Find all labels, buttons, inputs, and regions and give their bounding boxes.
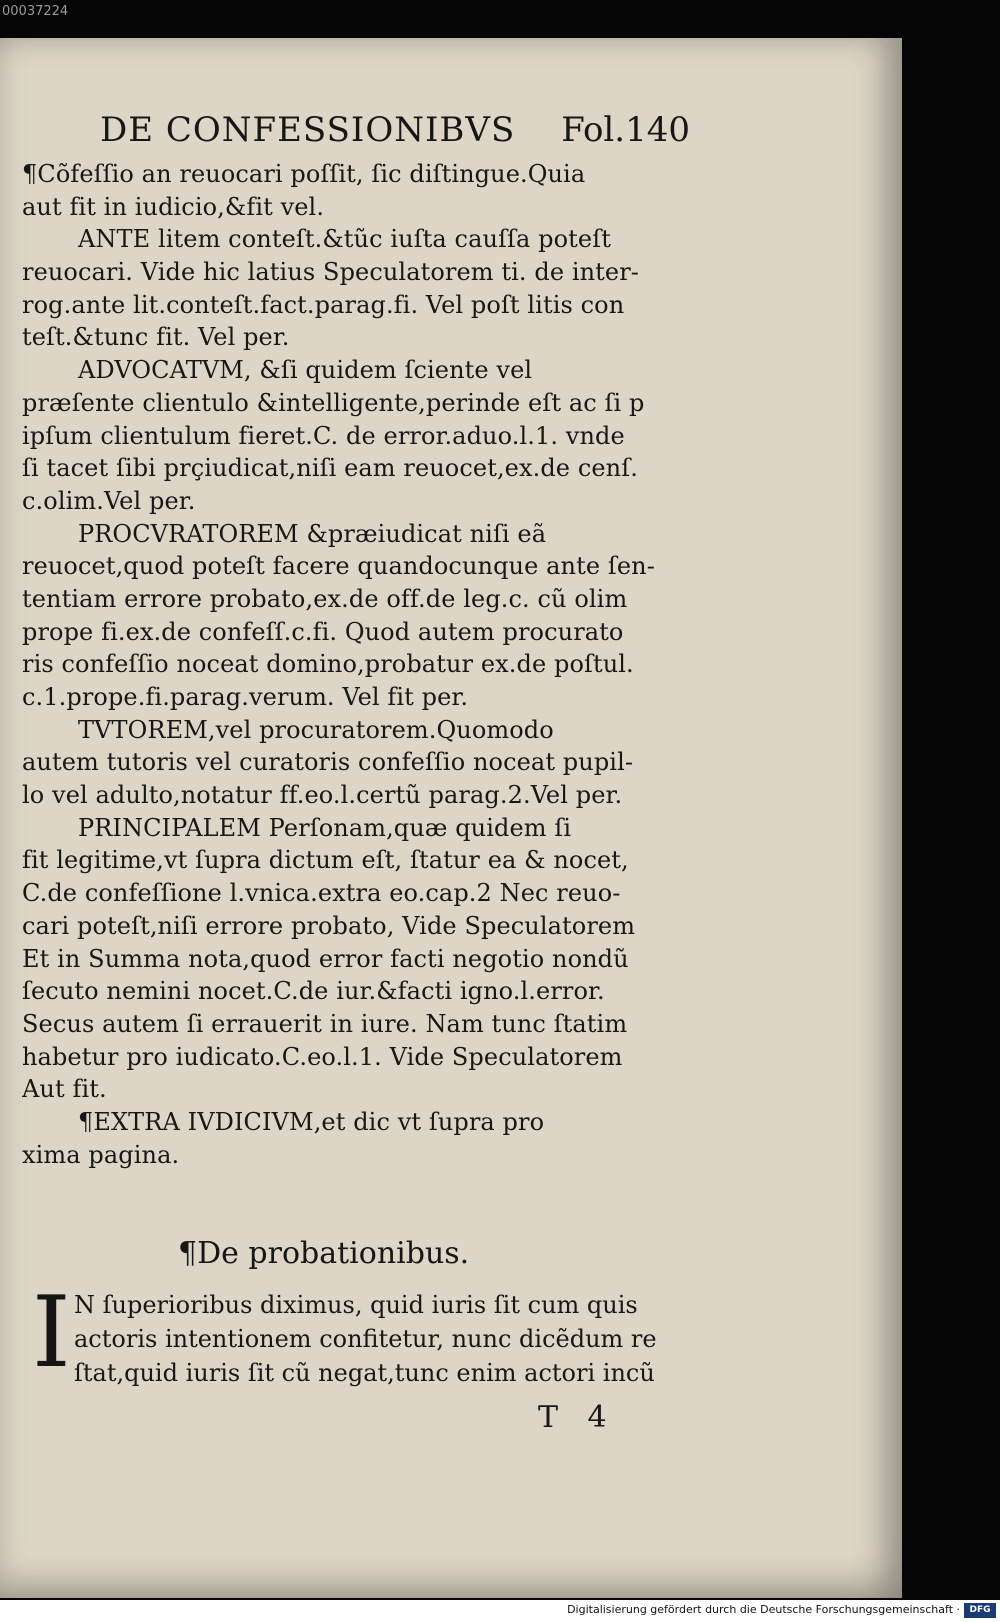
text-line: PROCVRATOREM &præiudicat niſi eã	[78, 519, 547, 548]
drop-initial: I	[32, 1276, 71, 1390]
text-line: ANTE litem conteſt.&tũc iuſta cauſſa poteſt	[78, 225, 611, 254]
text-line: ſi tacet ſibi prçiudicat,niſi eam reuocet,ex.de cenſ.	[22, 454, 638, 483]
text-line: TVTOREM,vel procuratorem.Quomodo	[78, 715, 554, 744]
text-line: PRINCIPALEM Perſonam,quæ quidem ſi	[78, 813, 572, 842]
text-line: reuocet,quod poteſt facere quandocunque ante ſen-	[22, 552, 655, 581]
signature-mark: T 4	[538, 1400, 617, 1435]
text-line: fit legitime,vt ſupra dictum eſt, ſtatur ea & nocet,	[22, 846, 629, 875]
text-line: ipſum clientulum fieret.C. de error.aduo.l.1. vnde	[22, 421, 625, 450]
running-title: DE CONFESSIONIBVS	[100, 110, 516, 150]
text-line: teſt.&tunc fit. Vel per.	[22, 323, 290, 352]
text-line: Secus autem ſi errauerit in iure. Nam tunc ſtatim	[22, 1009, 628, 1038]
text-line: autem tutoris vel curatoris confeſſio noceat pupil-	[22, 748, 634, 777]
footer-bar	[0, 1600, 1000, 1622]
text-line: cari poteſt,niſi errore probato, Vide Speculatorem	[22, 911, 636, 940]
text-line: N ſuperioribus diximus, quid iuris ſit cum quis	[74, 1291, 638, 1319]
text-line: c.1.prope.fi.parag.verum. Vel fit per.	[22, 683, 469, 711]
text-line: ſecuto nemini nocet.C.de iur.&facti igno.l.error.	[22, 977, 605, 1006]
section-heading: ¶De probationibus.	[178, 1236, 470, 1271]
text-line: ADVOCATVM, &ſi quidem ſciente vel	[78, 356, 533, 385]
text-line: Aut fit.	[22, 1075, 107, 1104]
text-line: actoris intentionem confitetur, nunc dicẽdum re	[74, 1325, 657, 1353]
text-line: ris confeſſio noceat domino,probatur ex.de poſtul.	[22, 650, 634, 679]
text-line: lo vel adulto,notatur ff.eo.l.certũ parag.2.Vel per.	[22, 781, 623, 810]
footer-credit: Digitalisierung gefördert durch die Deutsche Forschungsgemeinschaft ·	[567, 1603, 960, 1616]
folio-number: Fol.140	[561, 110, 690, 150]
text-line: prope fi.ex.de confeſſ.c.fi. Quod autem procurato	[22, 617, 624, 646]
text-line: ¶Cõfeſſio an reuocari poſſit, ſic diſtingue.Quia	[22, 160, 586, 188]
text-line: C.de confeſſione l.vnica.extra eo.cap.2 Nec reuo-	[22, 879, 621, 908]
text-line: tentiam errore probato,ex.de off.de leg.c. cũ olim	[22, 584, 628, 613]
book-page	[0, 38, 902, 1598]
closing-paragraph	[74, 1288, 704, 1390]
dfg-logo: DFG	[964, 1603, 996, 1618]
text-line: Et in Summa nota,quod error facti negotio nondũ	[22, 944, 629, 973]
text-line: præſente clientulo &intelligente,perinde eſt ac ſi p	[22, 388, 645, 417]
text-line: ¶EXTRA IVDICIVM,et dic vt ſupra pro	[78, 1107, 545, 1136]
text-line: ſtat,quid iuris ſit cũ negat,tunc enim actori incũ	[74, 1359, 655, 1387]
scan-id-label: 00037224	[2, 4, 69, 19]
body-text	[22, 158, 692, 1171]
text-line: aut fit in iudicio,&fit vel.	[22, 192, 325, 221]
text-line: xima pagina.	[22, 1140, 180, 1169]
text-line: habetur pro iudicato.C.eo.l.1. Vide Speculatorem	[22, 1042, 623, 1071]
running-header	[100, 110, 690, 150]
text-line: reuocari. Vide hic latius Speculatorem ti. de inter-	[22, 258, 640, 287]
text-line: rog.ante lit.conteſt.fact.parag.fi. Vel poſt litis con	[22, 290, 625, 319]
text-line: c.olim.Vel per.	[22, 486, 196, 515]
